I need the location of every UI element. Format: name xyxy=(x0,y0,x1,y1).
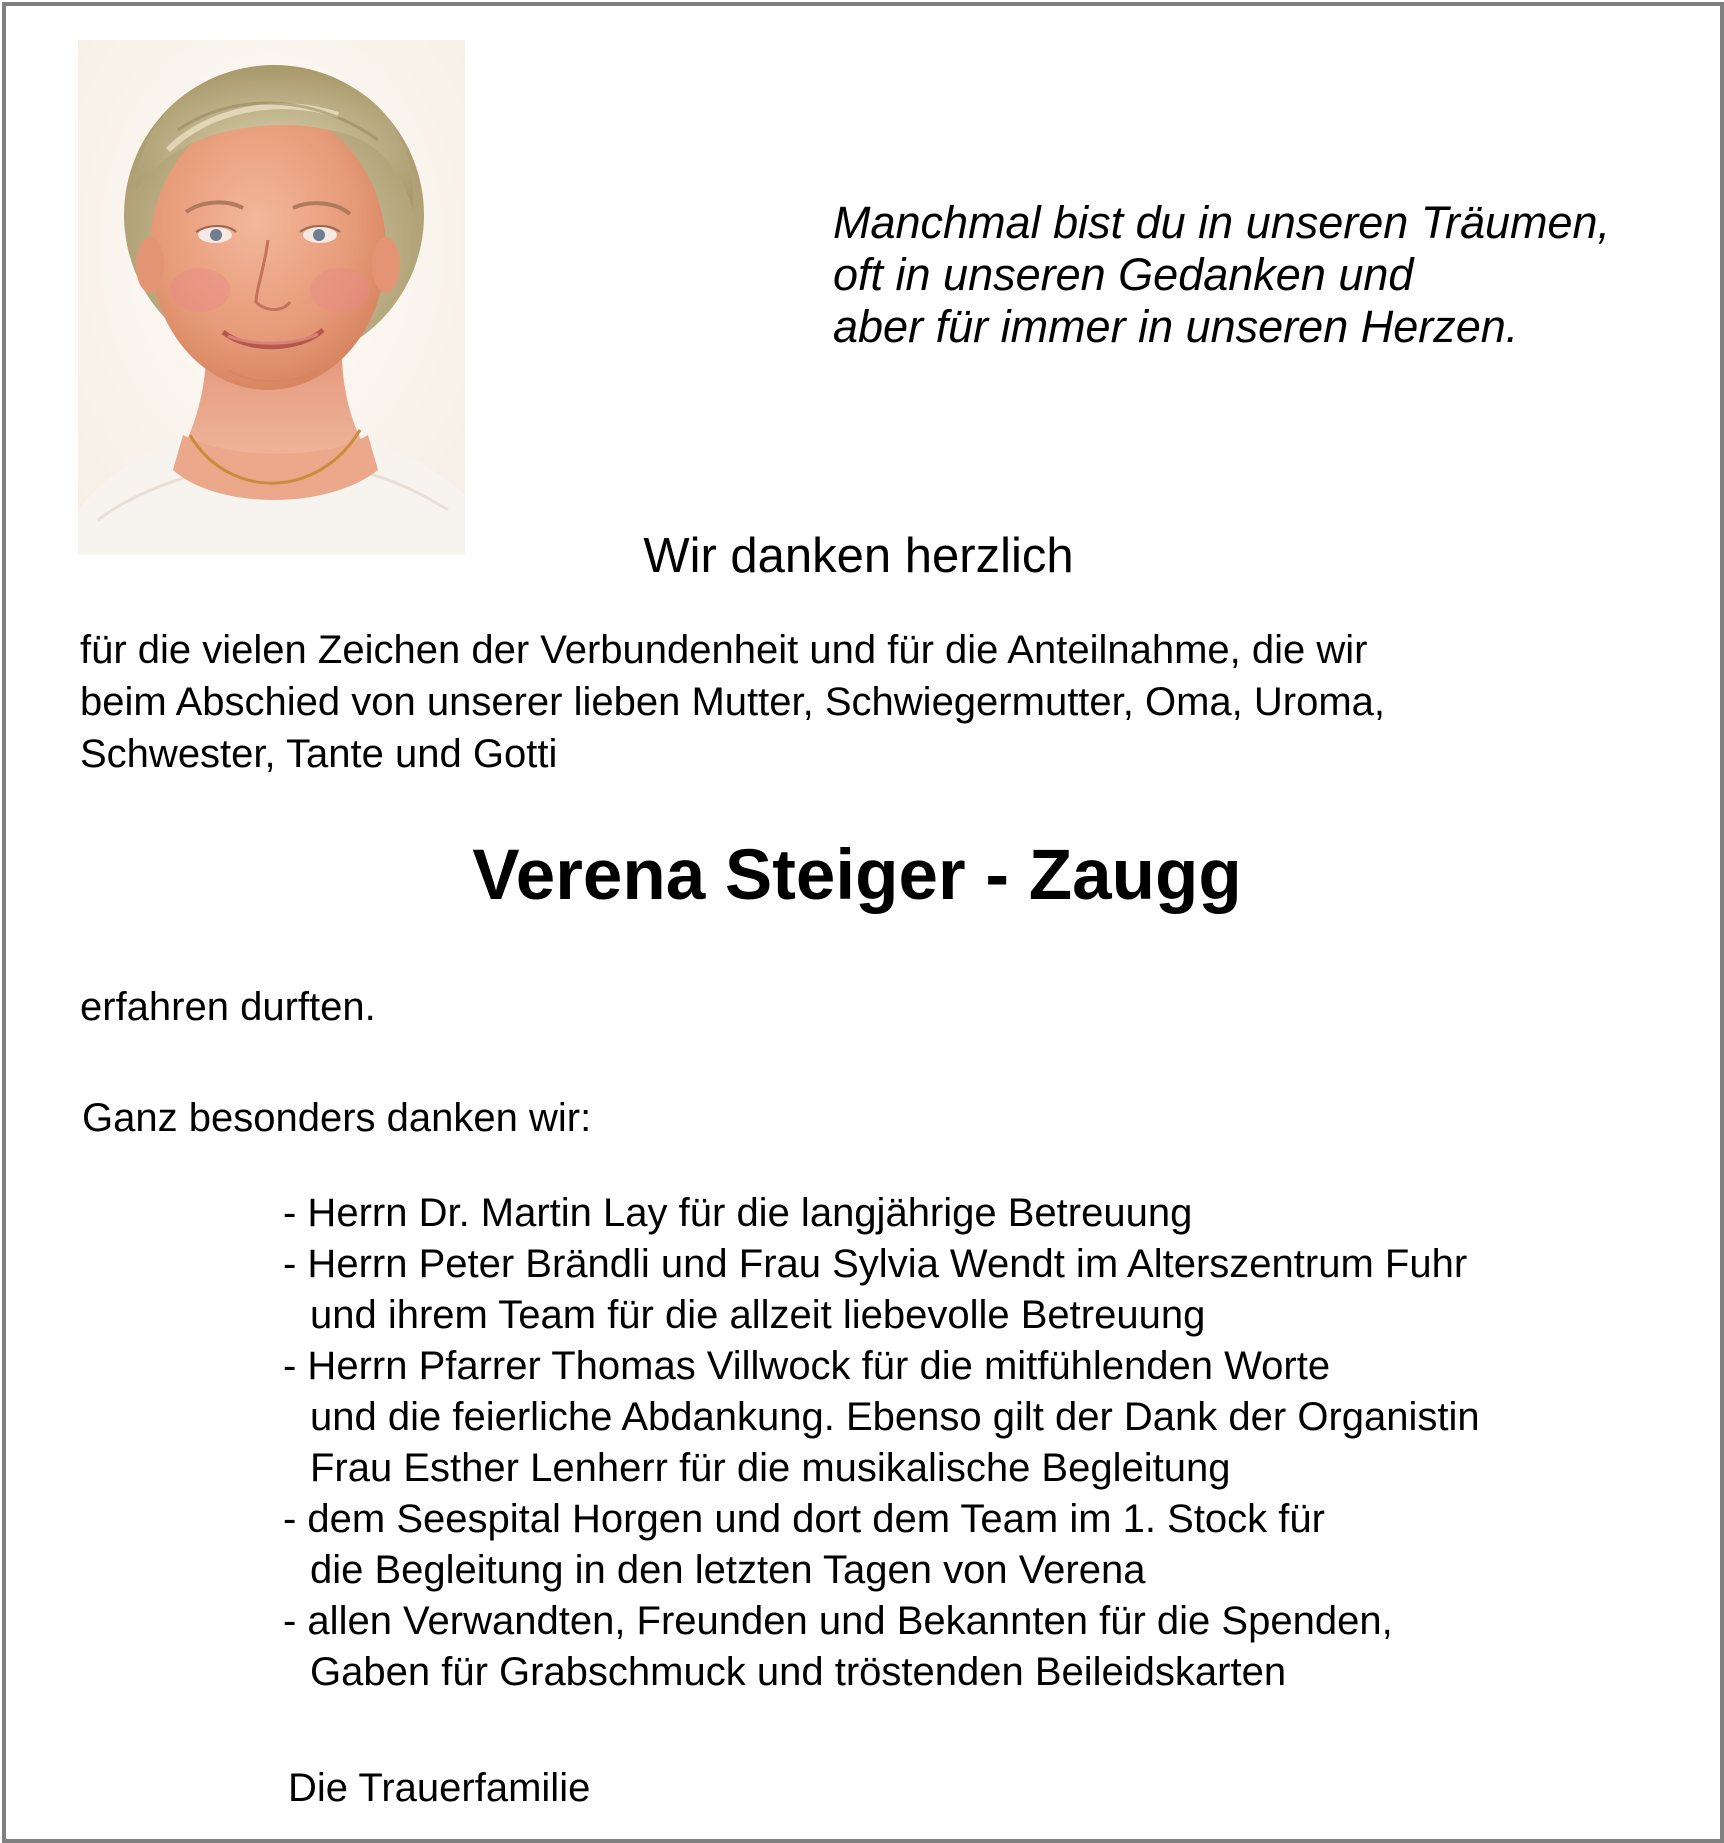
list-item: - Herrn Pfarrer Thomas Villwock für die mitfühlenden Worte xyxy=(283,1344,1331,1388)
list-item: - allen Verwandten, Freunden und Bekannten für die Spenden, xyxy=(283,1599,1393,1643)
intro-paragraph xyxy=(80,624,1385,780)
poem-line: aber für immer in unseren Herzen. xyxy=(833,301,1519,352)
poem-line: oft in unseren Gedanken und xyxy=(833,249,1414,300)
list-item-continuation: die Begleitung in den letzten Tagen von Verena xyxy=(310,1548,1146,1592)
intro-line: beim Abschied von unserer lieben Mutter, Schwiegermutter, Oma, Uroma, xyxy=(80,680,1386,724)
thanks-heading: Wir danken herzlich xyxy=(643,529,1074,583)
list-item: - Herrn Peter Brändli und Frau Sylvia Wendt im Alterszentrum Fuhr xyxy=(283,1242,1468,1286)
signature: Die Trauerfamilie xyxy=(288,1766,591,1810)
special-thanks-list xyxy=(283,1188,1480,1698)
list-item: - Herrn Dr. Martin Lay für die langjährige Betreuung xyxy=(283,1191,1193,1235)
list-item: - dem Seespital Horgen und dort dem Team im 1. Stock für xyxy=(283,1497,1325,1541)
memorial-poem xyxy=(833,197,1610,353)
list-item-continuation: Frau Esther Lenherr für die musikalische Begleitung xyxy=(310,1446,1231,1490)
list-item-continuation: Gaben für Grabschmuck und tröstenden Beileidskarten xyxy=(310,1650,1287,1694)
list-item-continuation: und ihrem Team für die allzeit liebevolle Betreuung xyxy=(310,1293,1206,1337)
intro-line: Schwester, Tante und Gotti xyxy=(80,732,558,776)
special-thanks-heading: Ganz besonders danken wir: xyxy=(82,1096,592,1140)
intro-line: für die vielen Zeichen der Verbundenheit und für die Anteilnahme, die wir xyxy=(80,628,1368,672)
portrait-illustration xyxy=(78,40,465,555)
list-item-continuation: und die feierliche Abdankung. Ebenso gilt der Dank der Organistin xyxy=(310,1395,1480,1439)
portrait-photo xyxy=(78,40,465,555)
closing-phrase: erfahren durften. xyxy=(80,985,376,1029)
poem-line: Manchmal bist du in unseren Träumen, xyxy=(833,197,1611,248)
deceased-name: Verena Steiger - Zaugg xyxy=(472,836,1242,915)
